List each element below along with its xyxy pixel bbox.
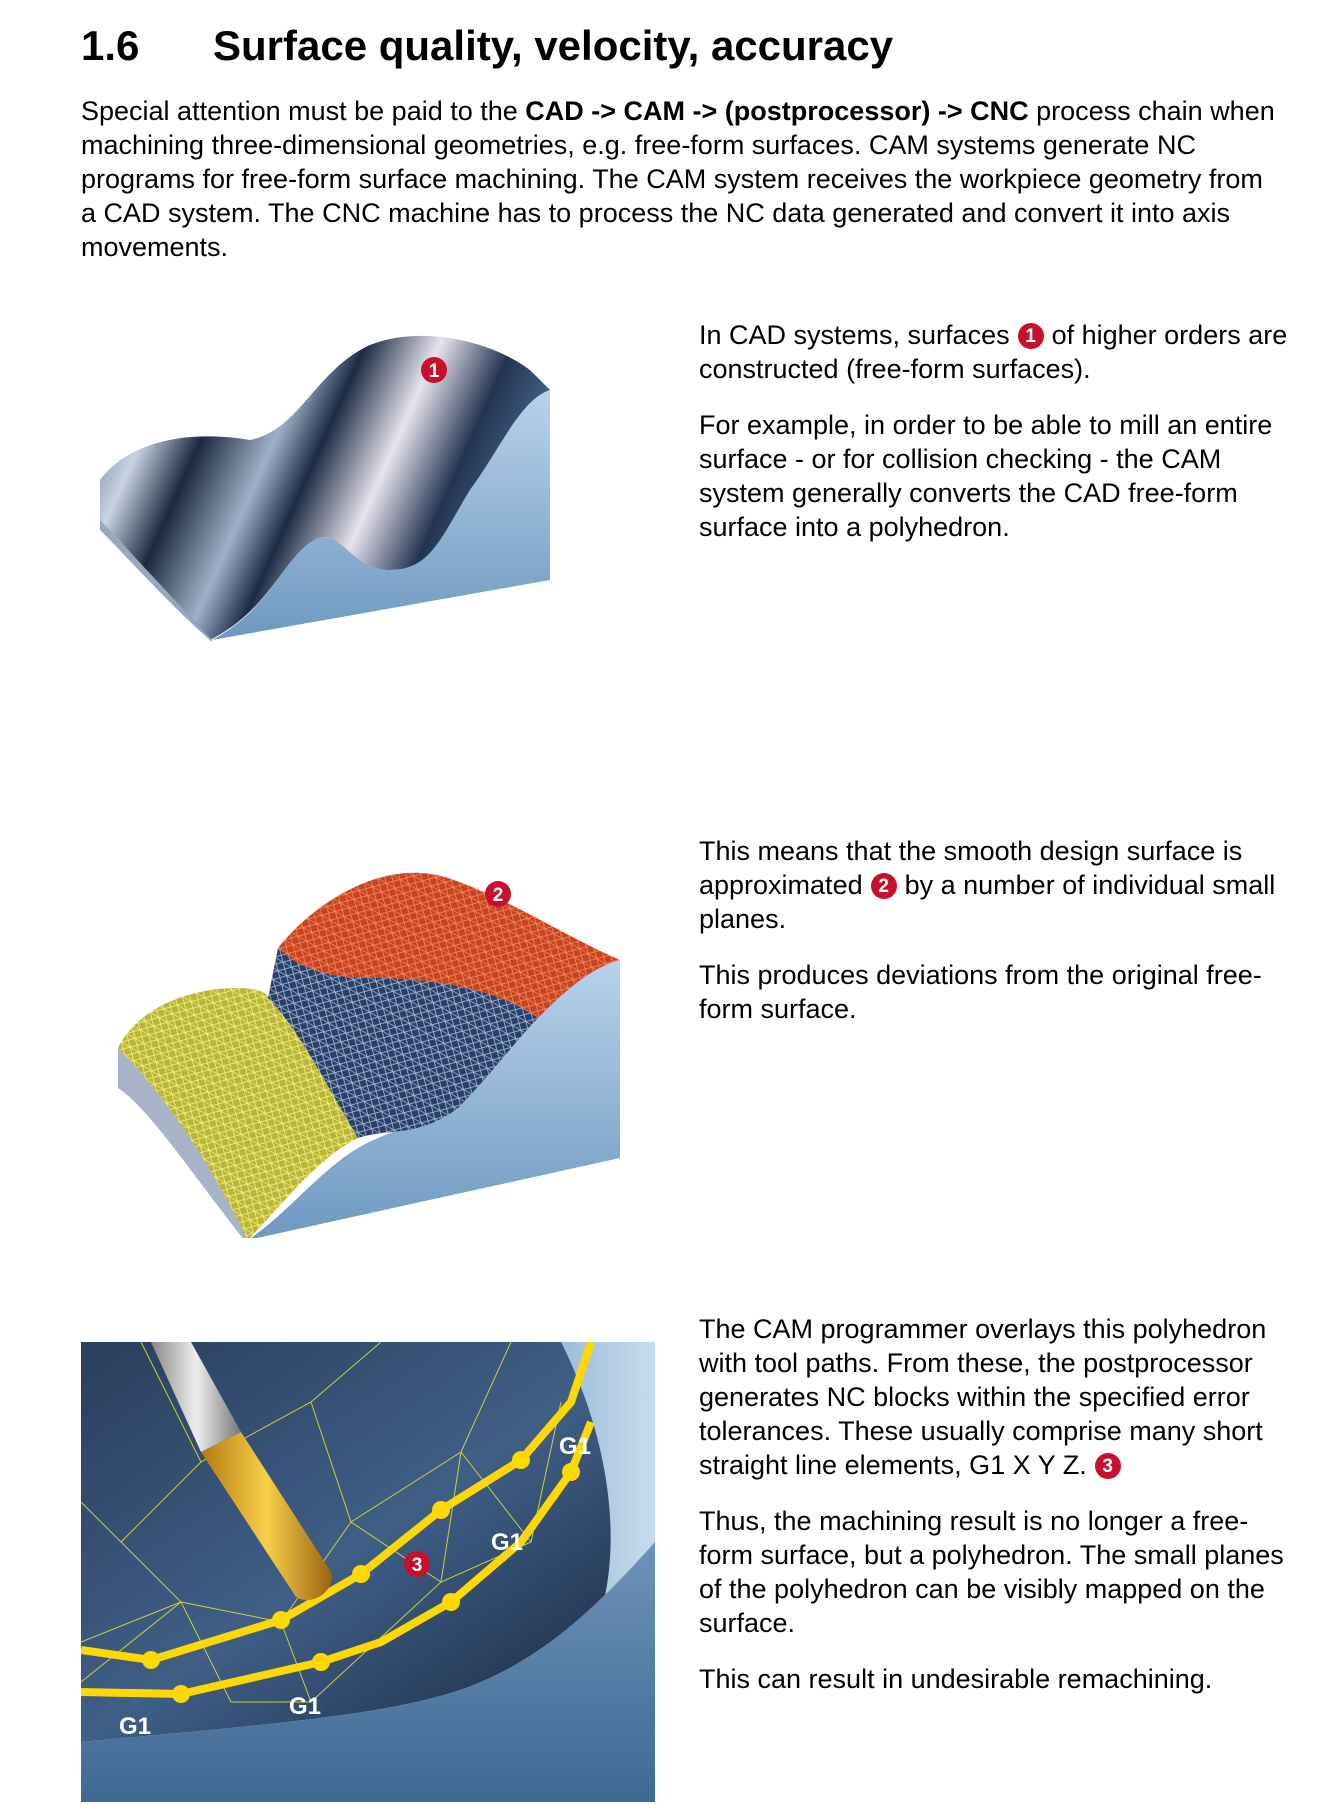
g1-label-1: G1 [119,1713,152,1740]
figure-polyhedron-mesh [118,838,638,1238]
text-block-1 [699,318,1289,566]
figure-toolpath-closeup [81,1342,655,1802]
block2-text-after: by a number of individual small planes. [699,870,1276,934]
block3-paragraph-2: Thus, the machining result is no longer a free-form surface, but a polyhedron. The small planes of the polyhedron can be visibly mapped on the surface. [699,1506,1284,1638]
figure-freeform-surface [100,330,640,750]
g1-label-3: G1 [491,1529,524,1556]
g1-label-2: G1 [289,1693,322,1720]
text-block-3 [699,1312,1289,1718]
toolpath-illustration [81,1342,655,1802]
block2-paragraph-2: This produces deviations from the original free-form surface. [699,960,1262,1024]
badge-2-icon: 2 [871,873,897,899]
block3-paragraph-3: This can result in undesirable remachining. [699,1664,1213,1694]
badge-3-icon: 3 [1095,1453,1121,1479]
section-heading [81,18,893,74]
block1-paragraph-2: For example, in order to be able to mill an entire surface - or for collision checking - the CAM system generally converts the CAD free-form surface into a polyhedron. [699,410,1273,542]
intro-text-1: Special attention must be paid to the [81,96,526,126]
intro-paragraph [81,94,1281,264]
g1-label-4: G1 [559,1433,592,1460]
text-block-2 [699,834,1289,1048]
section-number: 1.6 [81,22,140,69]
block2-text-before: This means that the smooth design surface is approximated [699,836,1243,900]
intro-process-chain: CAD -> CAM -> (postprocessor) -> CNC [525,96,1029,126]
marker-2-label: 2 [492,885,504,906]
badge-1-icon: 1 [1018,323,1044,349]
freeform-surface-illustration [100,330,640,750]
marker-1-label: 1 [428,361,440,382]
block2-paragraph-1 [699,834,1289,936]
block3-paragraph-1 [699,1312,1289,1482]
section-title: Surface quality, velocity, accuracy [213,22,894,69]
block1-paragraph-1 [699,318,1289,386]
block3-text-before: The CAM programmer overlays this polyhedron with tool paths. From these, the postprocessor generates NC blocks within the specified error tolerances. These usually comprise many short straight line elements, G1 X Y Z. [699,1314,1267,1480]
intro-text-2: process chain when machining three-dimensional geometries, e.g. free-form surfaces. CAM systems generate NC programs for free-form surface machining. The CAM system receives the workpiece geometry from a CAD system. The CNC machine has to process the NC data generated and convert it into axis movements. [81,96,1275,262]
polyhedron-mesh-illustration [118,838,638,1238]
block1-text-after: of higher orders are constructed (free-form surfaces). [699,320,1288,384]
marker-3-label: 3 [411,1555,423,1576]
block1-text-before: In CAD systems, surfaces [699,320,1010,350]
